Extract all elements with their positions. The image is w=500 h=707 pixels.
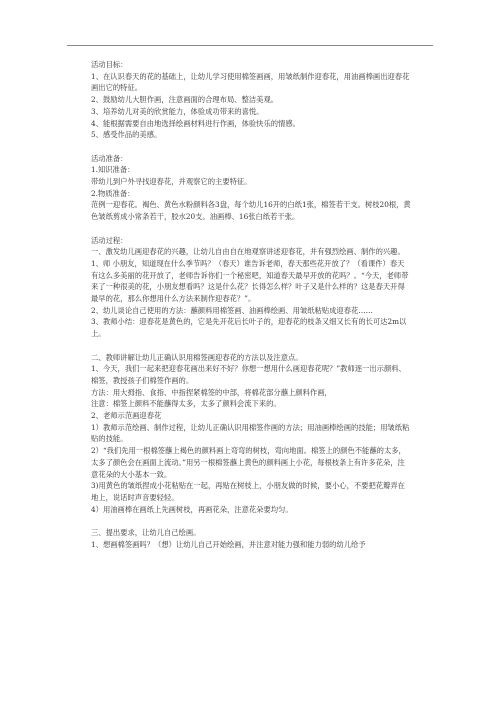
paragraph-gap [91, 141, 411, 153]
paragraph: 注意：棉签上颜料不能蘸得太多，太多了颜料会流下来的。 [91, 399, 281, 409]
paragraph: 5、感受作品的美感。 [91, 130, 162, 140]
paragraph-gap [91, 223, 411, 235]
header-rule [67, 45, 433, 46]
document-body [91, 59, 411, 550]
paragraph: 带幼儿到户外寻找迎春花，并观察它的主要特征。 [91, 177, 252, 187]
paragraph-gap [91, 340, 411, 352]
section-title: 活动目标： [91, 60, 128, 69]
paragraph: 1、今天，我们一起来把迎春花画出来好不好？你想一想用什么画迎春花呢？”教师逐一出示颜料、棉签，教授孩子们棉签作画的。 [91, 364, 406, 385]
paragraph: 2、鼓励幼儿大胆作画，注意画面的合理布局、整洁美观。 [91, 95, 279, 105]
paragraph: 范例一迎春花。褐色、黄色水粉颜料各3盘，每个幼儿16开的白纸1张，棉签若干支。树枝20根，黄色皱纸剪成小常条若干，胶水20支。油画棒、16张白纸若干张。 [91, 200, 411, 222]
paragraph: 三、提出要求，让幼儿自己绘画。 [91, 528, 201, 538]
paragraph: 1、想画棉签画吗？（想）让幼儿自己开始绘画，并注意对能力强和能力弱的幼儿给予 [91, 539, 366, 549]
section-title: 活动准备： [91, 153, 128, 163]
paragraph: 1）教师示范绘画、制作过程，让幼儿正确认识用棉签作画的方法；用油画棒绘画的技能；用皱纸粘贴的技能。 [91, 422, 410, 444]
paragraph: 1、师 小朋友，知道现在什么季节吗？（春天）谁告诉老师，春天那些花开放了？（看课件）春天有这么多美丽的花开放了，老师告诉你们一个秘密吧，知道春天最早开放的花吗？。“今天，老师带来了一种很美的花，小朋友想看吗？这是什么花？长得怎么样？叶子又是什么样的？这是春天开得最早的花，那么你想用什么方法来制作迎春花？”。 [91, 258, 409, 304]
paragraph: 二、教师讲解让幼儿正确认识用棉签画迎春花的方法以及注意点。 [91, 352, 303, 362]
paragraph: 1、在认识春天的花的基础上，让幼儿学习使用棉签画画，用皱纸制作迎春花，用油画棒画出迎春花画出它的特征。 [91, 71, 410, 93]
paragraph: 方法：用大拇指、食指、中指捏紧棉签的中部，将棉花部分蘸上颜料作画， [91, 387, 332, 397]
paragraph: 4、能根据需要自由地选择绘画材料进行作画，体验快乐的情感。 [91, 118, 300, 128]
paragraph: 3、教师小结：迎春花是黄色的，它是先开花后长叶子的，迎春花的枝条又细又长有的长可达2m以上。 [91, 317, 407, 339]
paragraph: 2）“我们先用一根棉签蘸上褐色的颜料画上弯弯的树枝，弯向地面。棉签上的颜色不能蘸的太多，太多了颜色会在画面上流动。”用另一根棉签蘸上黄色的颜料画上小花，每根枝条上有许多花朵，注意花朵的大小基本一致。 [91, 446, 406, 479]
paragraph: 2、幼儿谈论自己使用的方法：蘸颜料用棉签画、油画棒绘画、用皱纸粘贴成迎春花…… [91, 305, 373, 315]
section-title: 活动过程： [91, 235, 128, 245]
paragraph: 2、老师示范画迎春花 [91, 411, 162, 421]
paragraph: 4）用油画棒在画纸上先画树枝，再画花朵，注意花朵要均匀。 [91, 504, 293, 514]
paragraph: 3)用黄色的皱纸捏成小花粘贴在一起，再贴在树枝上，小朋友做的时候，要小心，不要把花瓣弄在地上，说话时声音要轻轻。 [91, 481, 405, 502]
paragraph: 2.物质准备： [91, 188, 135, 198]
paragraph: 一、激发幼儿画迎春花的兴趣，让幼儿自由自在地观察讲述迎春花，并有强烈绘画、制作的兴趣。 [91, 247, 405, 257]
paragraph: 1.知识准备： [91, 165, 135, 175]
paragraph: 3、培养幼儿对美的欣赏能力，体验成功带来的喜悦。 [91, 106, 264, 116]
paragraph-gap [91, 515, 411, 527]
